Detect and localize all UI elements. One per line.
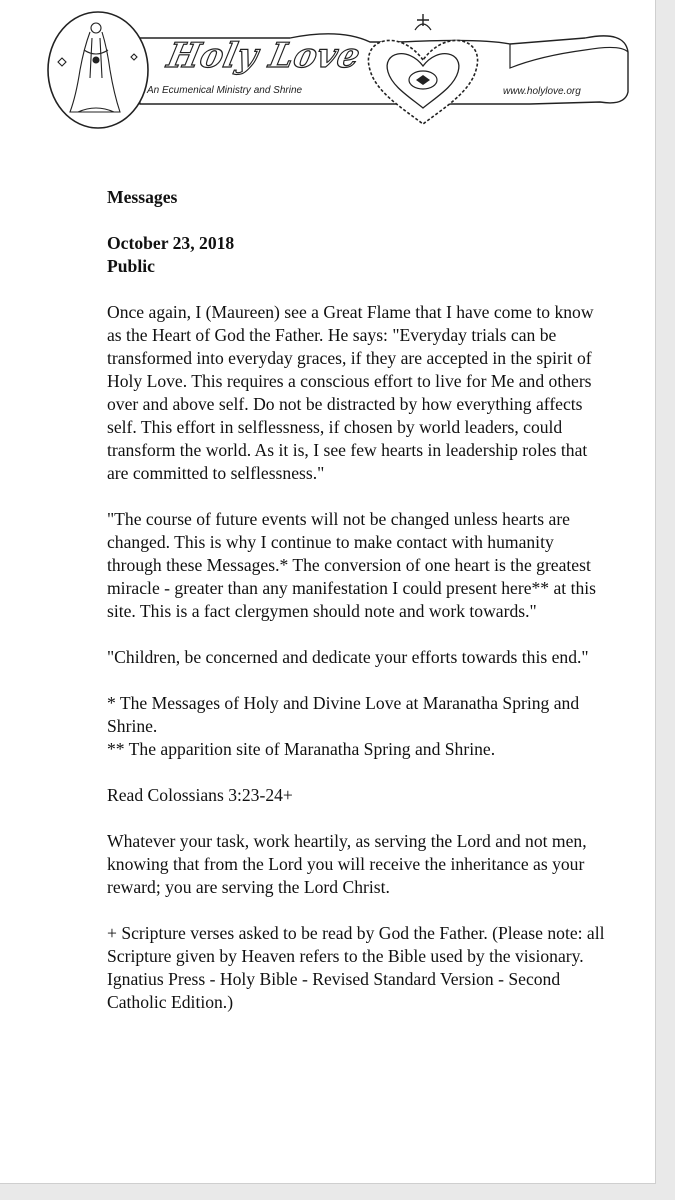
section-heading: Messages (107, 187, 178, 207)
footnote: * The Messages of Holy and Divine Love at Maranatha Spring and Shrine. (107, 693, 580, 736)
brand-subtitle: An Ecumenical Ministry and Shrine (147, 85, 303, 96)
footnote: ** The apparition site of Maranatha Spring and Shrine. (107, 739, 496, 759)
scripture-reference: Read Colossians 3:23-24+ (107, 785, 293, 805)
closing-note: + Scripture verses asked to be read by God the Father. (Please note: all Scripture given by Heaven refers to the Bible used by the visionary. Ignatius Press - Holy Bible - Revised Standard Version - Second Catholic Edition.) (107, 923, 605, 1012)
message-body (107, 186, 607, 1037)
paragraph: "The course of future events will not be changed unless hearts are changed. This is why I continue to make contact with humanity through these Messages.* The conversion of one heart is the greatest miracle - greater than any manifestation I could present here** at this site. This is a fact clergymen should note and work towards." (107, 509, 597, 621)
paragraph: "Children, be concerned and dedicate your efforts towards this end." (107, 647, 589, 667)
message-date: October 23, 2018 (107, 233, 235, 253)
oval-frame (48, 12, 148, 128)
message-audience: Public (107, 256, 155, 276)
message-header (107, 232, 607, 278)
brand-url[interactable]: www.holylove.org (503, 86, 581, 97)
paragraph: Once again, I (Maureen) see a Great Flame that I have come to know as the Heart of God the Father. He says: "Everyday trials can be transformed into everyday graces, if they are accepted in the spirit of Holy Love. This requires a conscious effort to live for Me and others over and above self. Do not be distracted by how everything affects self. This effort in selflessness, if chosen by world leaders, could transform the world. As it is, I see few hearts in leadership roles that are committed to selflessness." (107, 302, 594, 483)
scripture-text: Whatever your task, work heartily, as serving the Lord and not men, knowing that from the Lord you will receive the inheritance as your reward; you are serving the Lord Christ. (107, 831, 587, 897)
letterhead (40, 8, 640, 133)
brand-title: Holy Love (163, 36, 365, 76)
united-hearts-icon (368, 14, 477, 124)
footnotes (107, 692, 607, 761)
